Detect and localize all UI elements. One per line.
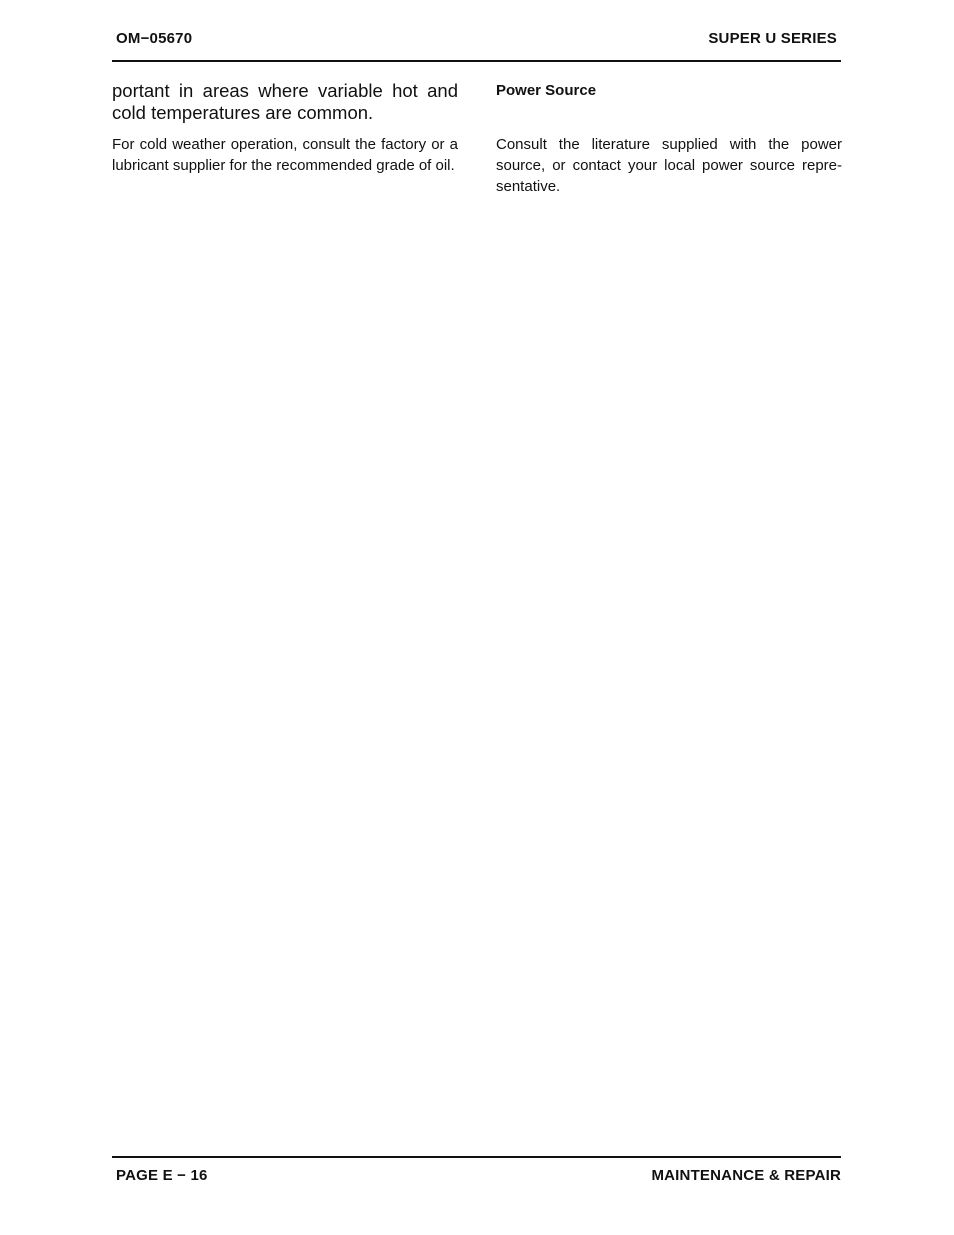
right-column: [496, 80, 842, 197]
continued-paragraph: portant in areas where variable hot and cold temperatures are common.: [112, 80, 458, 123]
left-column: [112, 80, 458, 176]
series-title: SUPER U SERIES: [708, 30, 837, 47]
power-source-paragraph: Consult the literature supplied with the power source, or contact your local power source repre-sentative.: [496, 136, 842, 195]
page-footer: [112, 1156, 841, 1184]
document-number: OM−05670: [116, 30, 193, 47]
section-title: MAINTENANCE & REPAIR: [651, 1167, 841, 1184]
page-number: PAGE E − 16: [116, 1167, 208, 1184]
section-heading-power-source: Power Source: [496, 82, 597, 99]
cold-weather-paragraph: For cold weather operation, consult the factory or a lubricant supplier for the recommended grade of oil.: [112, 136, 458, 174]
page-header: [112, 28, 841, 62]
